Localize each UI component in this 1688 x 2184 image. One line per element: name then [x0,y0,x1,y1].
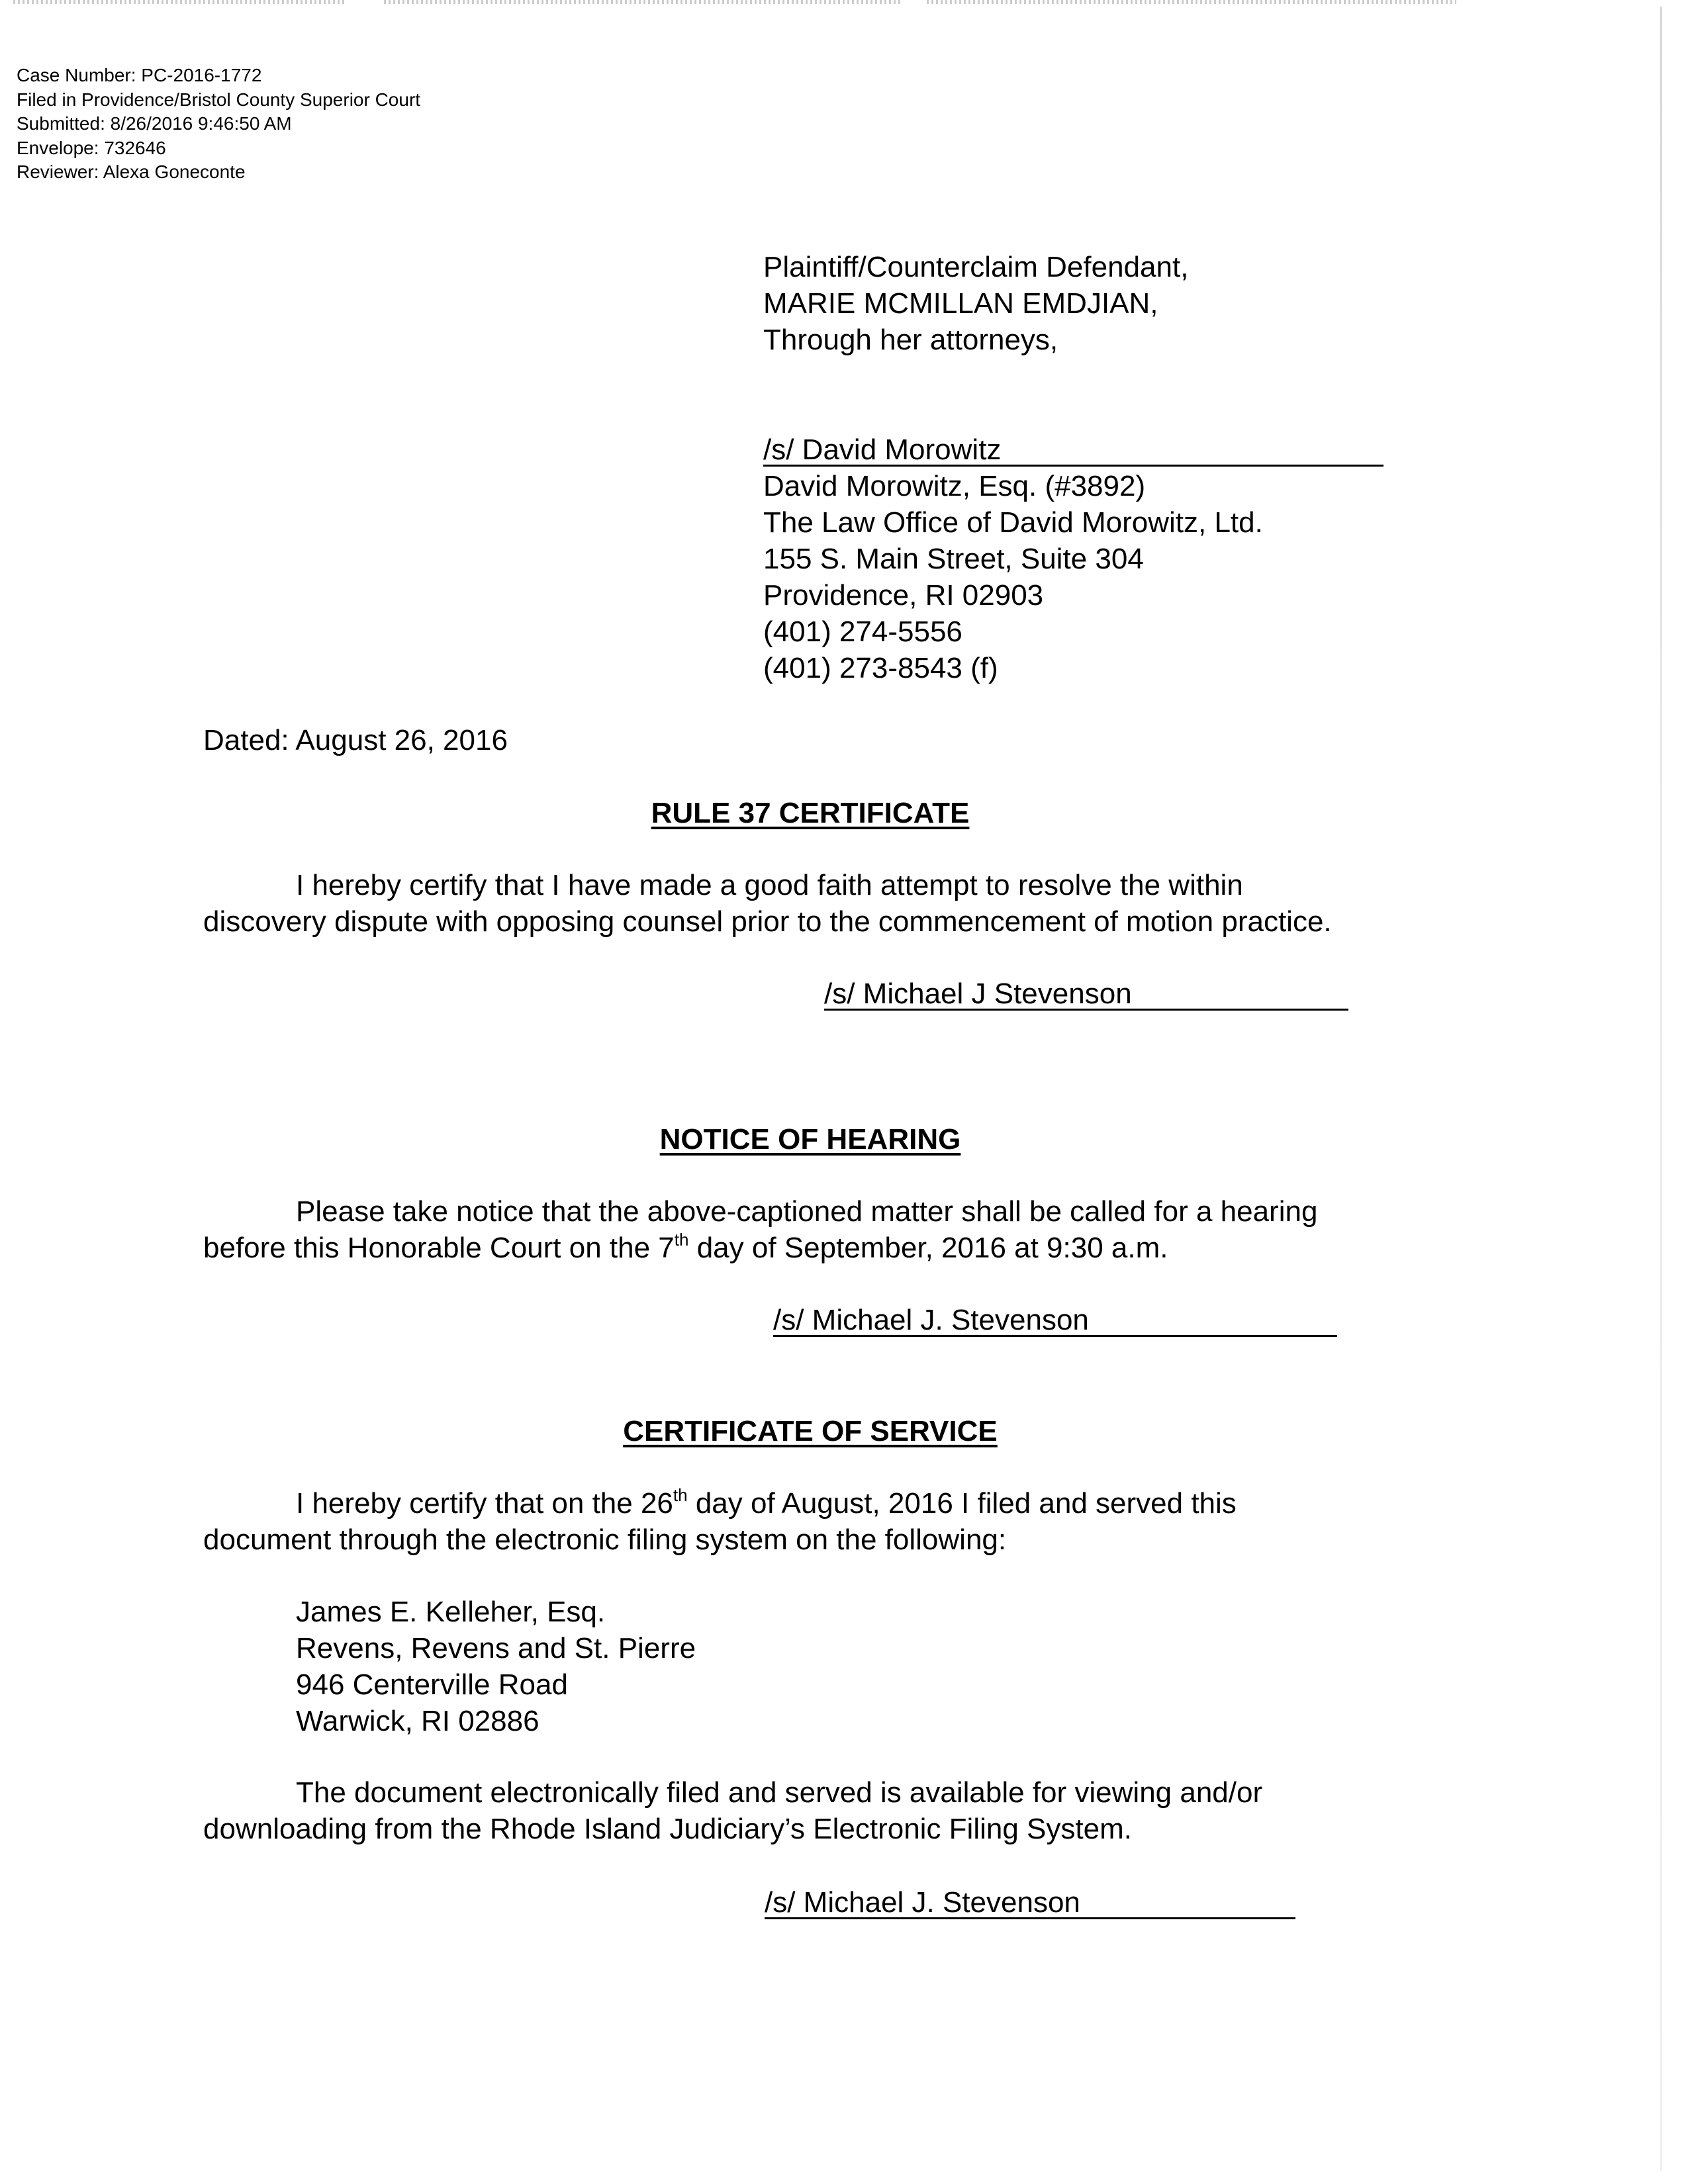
service-line2: document through the electronic filing system on the following: [203,1524,1007,1556]
notice-line2-post: day of September, 2016 at 9:30 a.m. [688,1232,1168,1264]
scan-artifact-edge [1660,7,1662,2171]
scan-artifact-top [13,0,344,4]
rule37-signature-row [824,976,1348,1012]
recipient-address [296,1594,696,1739]
notice-line1: Please take notice that the above-captioned matter shall be called for a hearing [296,1195,1318,1228]
notice-heading [0,1121,1620,1158]
party-through: Through her attorneys, [763,324,1058,356]
party-name: MARIE MCMILLAN EMDJIAN, [763,287,1158,320]
rule37-heading-text: RULE 37 CERTIFICATE [651,797,970,829]
service-line1-sup: th [673,1485,688,1505]
notice-line2-pre: before this Honorable Court on the 7 [203,1232,675,1264]
attorney-phone: (401) 274-5556 [763,615,962,648]
availability-line2: downloading from the Rhode Island Judiciary’s Electronic Filing System. [203,1813,1132,1845]
party-role: Plaintiff/Counterclaim Defendant, [763,251,1189,283]
reviewer: Reviewer: Alexa Goneconte [17,161,246,182]
recipient-street: 946 Centerville Road [296,1668,568,1701]
rule37-heading [0,795,1620,831]
attorney-street: 155 S. Main Street, Suite 304 [763,543,1144,575]
notice-paragraph [203,1193,1421,1266]
attorney-firm: The Law Office of David Morowitz, Ltd. [763,506,1263,539]
notice-signature-row [773,1302,1337,1338]
service-line1-pre: I hereby certify that on the 26 [296,1487,673,1520]
rule37-signature: /s/ Michael J Stevenson [824,979,1348,1011]
rule37-paragraph [203,867,1421,940]
filing-header [17,64,420,185]
scan-artifact-top [384,0,900,4]
attorney-fax: (401) 273-8543 (f) [763,652,998,684]
service-line1 [203,1485,1421,1522]
service-paragraph [203,1485,1421,1558]
notice-heading-text: NOTICE OF HEARING [659,1123,961,1156]
party-block [763,249,1188,358]
service-heading-text: CERTIFICATE OF SERVICE [623,1415,998,1447]
attorney-block [763,432,1383,686]
service-line1-post: day of August, 2016 I filed and served this [687,1487,1237,1520]
case-number: Case Number: PC-2016-1772 [17,65,262,85]
attorney-name: David Morowitz, Esq. (#3892) [763,470,1146,502]
filed-in: Filed in Providence/Bristol County Superior Court [17,89,421,110]
service-signature: /s/ Michael J. Stevenson [765,1888,1295,1919]
attorney-signature-row [763,432,1383,468]
recipient-name: James E. Kelleher, Esq. [296,1596,606,1628]
recipient-firm: Revens, Revens and St. Pierre [296,1632,696,1664]
availability-line1: The document electronically filed and served is available for viewing and/or [296,1776,1263,1809]
recipient-city: Warwick, RI 02886 [296,1705,539,1737]
availability-paragraph [203,1774,1421,1847]
submitted: Submitted: 8/26/2016 9:46:50 AM [17,113,292,134]
notice-signature: /s/ Michael J. Stevenson [773,1306,1337,1337]
rule37-line2: discovery dispute with opposing counsel prior to the commencement of motion practice. [203,905,1332,938]
notice-line2-sup: th [674,1230,689,1250]
service-signature-row [765,1884,1295,1921]
attorney-city: Providence, RI 02903 [763,579,1044,612]
service-heading [0,1413,1620,1449]
notice-line2 [203,1230,1421,1266]
envelope: Envelope: 732646 [17,137,166,158]
scan-artifact-top [927,0,1456,4]
dated-line: Dated: August 26, 2016 [203,724,508,756]
attorney-signature: /s/ David Morowitz [763,435,1383,467]
rule37-line1: I hereby certify that I have made a good faith attempt to resolve the within [296,869,1243,901]
